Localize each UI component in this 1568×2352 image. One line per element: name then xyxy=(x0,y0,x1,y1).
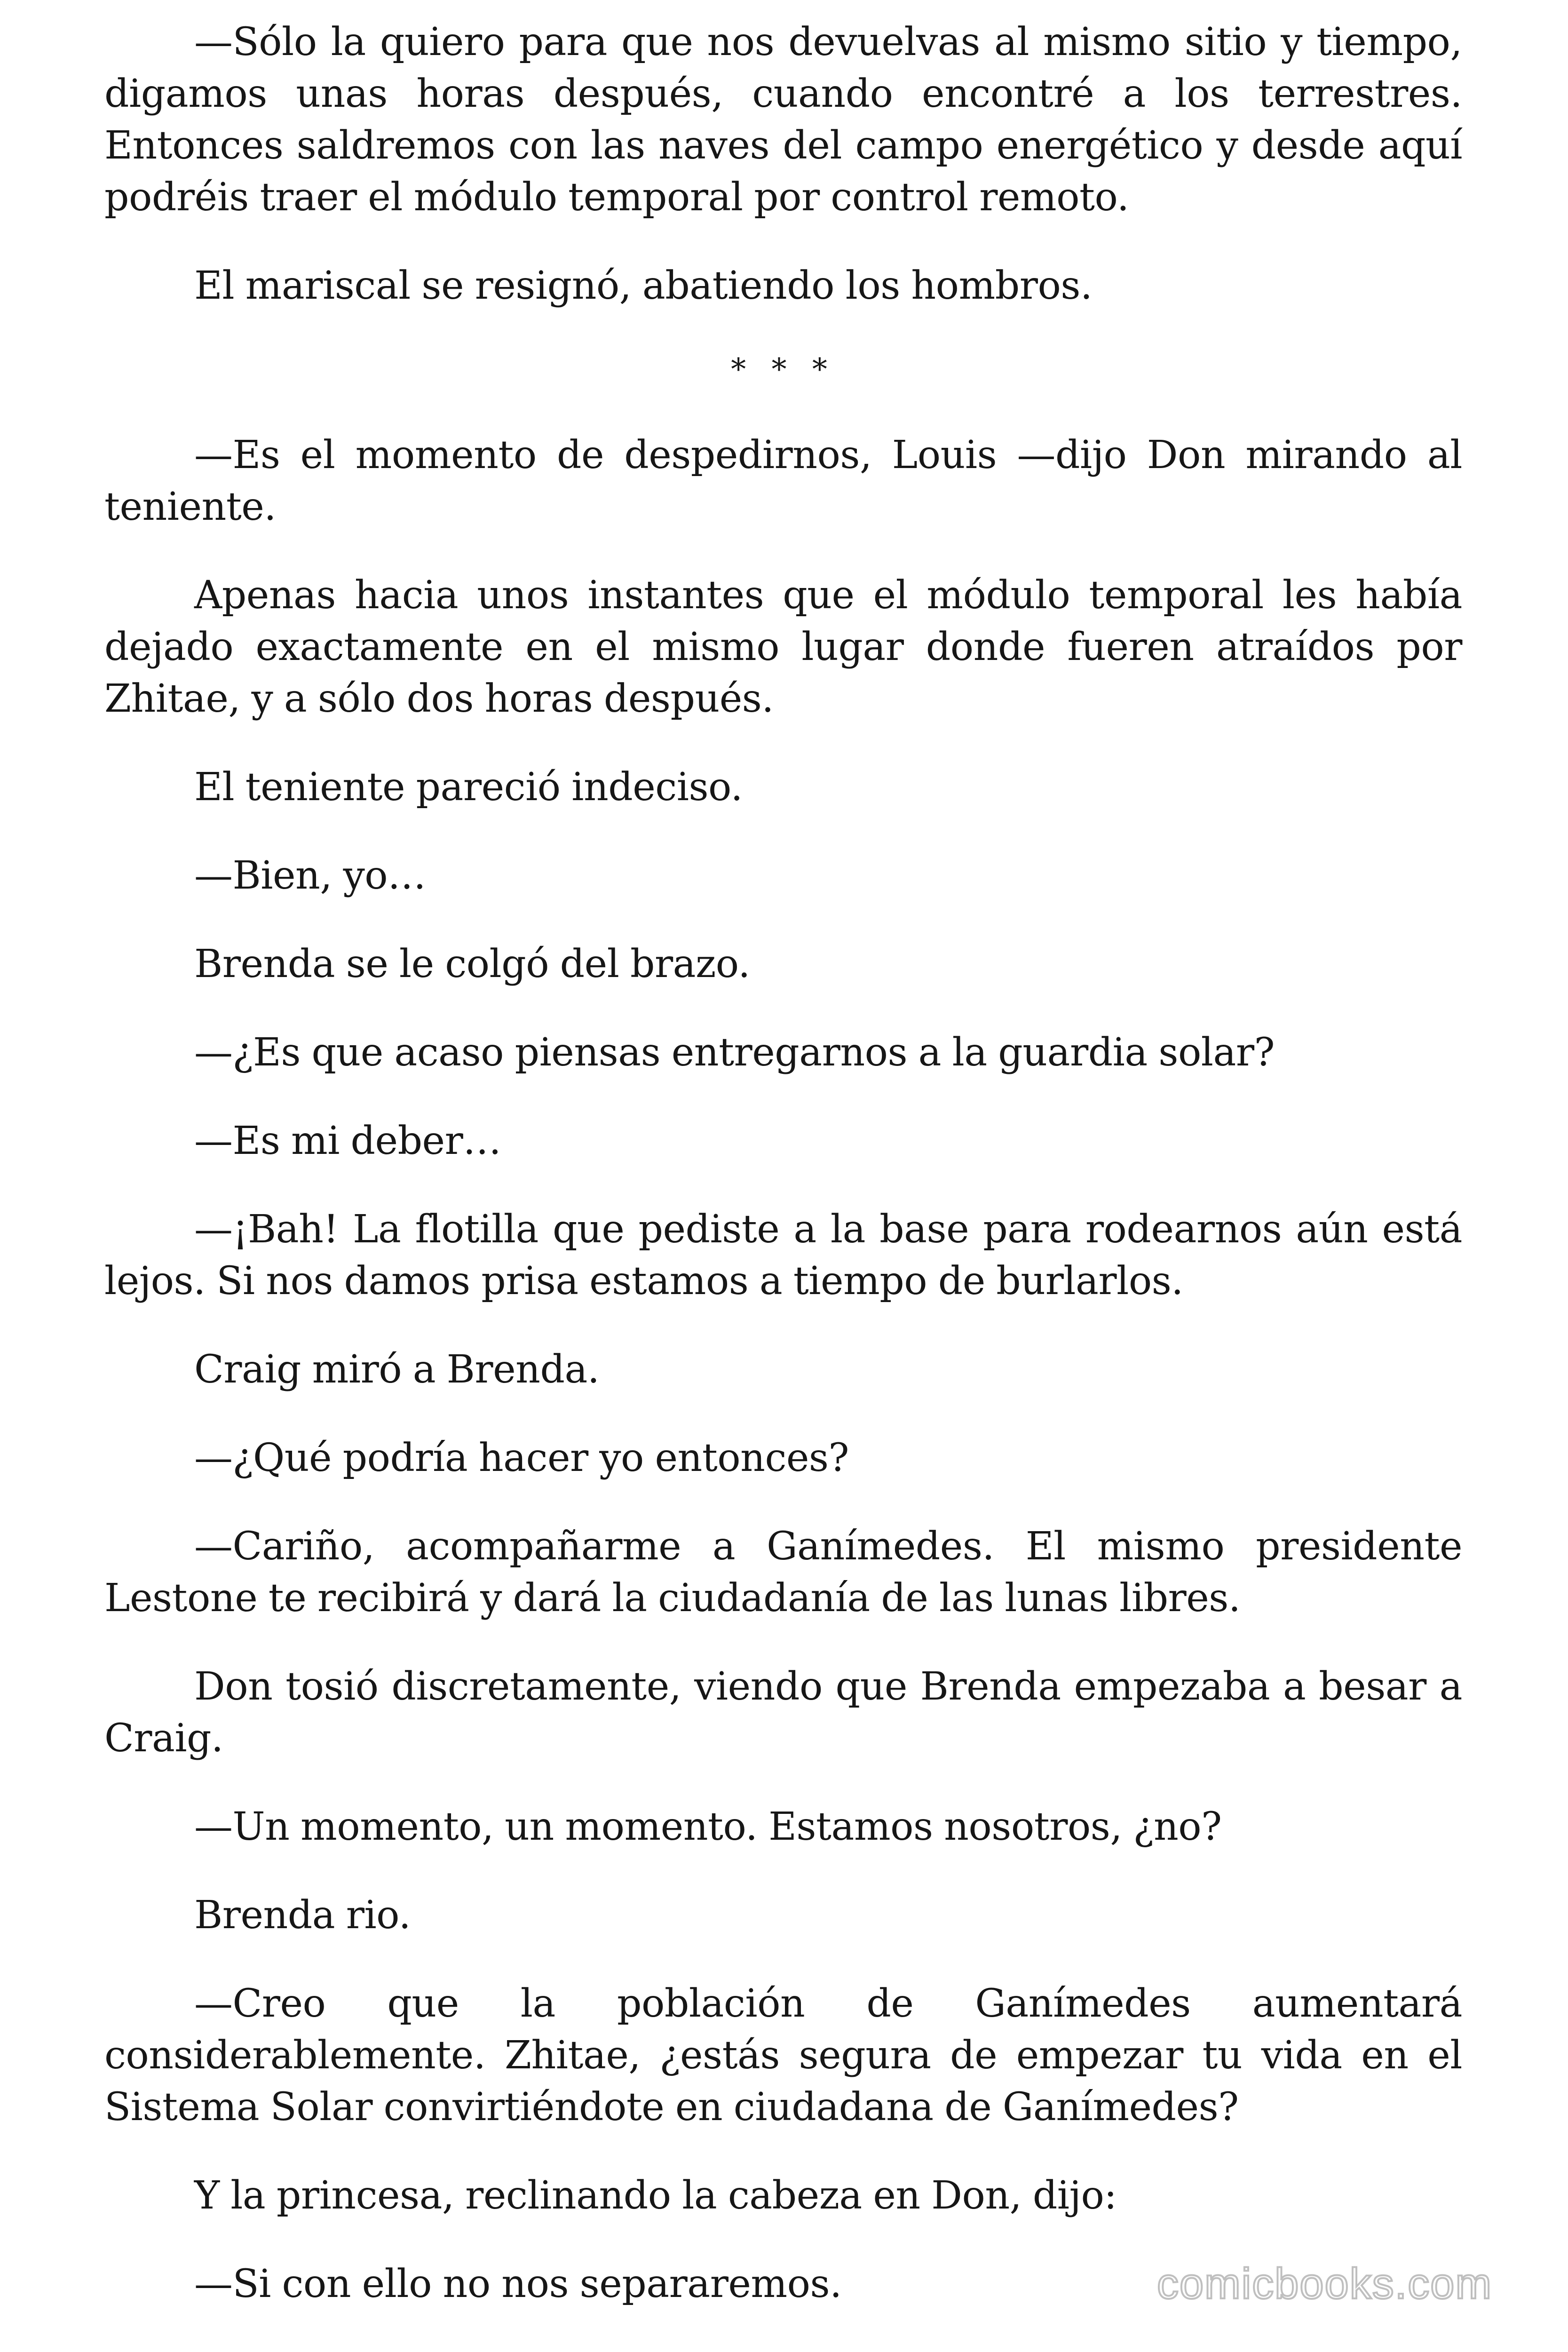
paragraph: El mariscal se resignó, abatiendo los hombros. xyxy=(194,263,1093,308)
paragraph: —Si con ello no nos separaremos. xyxy=(194,2262,842,2306)
paragraph: Craig miró a Brenda. xyxy=(194,1347,600,1392)
paragraph: Apenas hacia unos instantes que el módulo temporal les había dejado exactamente en el mismo lugar donde fueren atraídos por Zhitae, y a sólo dos horas después. xyxy=(104,573,1462,721)
paragraph: El teniente pareció indeciso. xyxy=(194,765,743,810)
paragraph: —¿Es que acaso piensas entregarnos a la guardia solar? xyxy=(194,1030,1275,1075)
paragraph: —Cariño, acompañarme a Ganímedes. El mismo presidente Lestone te recibirá y dará la ciudadanía de las lunas libres. xyxy=(104,1524,1462,1621)
paragraph: —¿Qué podría hacer yo entonces? xyxy=(194,1436,849,1480)
paragraph: Don tosió discretamente, viendo que Brenda empezaba a besar a Craig. xyxy=(104,1664,1462,1761)
paragraph: —Es mi deber… xyxy=(194,1119,501,1163)
paragraph: —Un momento, un momento. Estamos nosotros, ¿no? xyxy=(194,1804,1222,1849)
paragraph: —Es el momento de despedirnos, Louis —dijo Don mirando al teniente. xyxy=(104,433,1462,529)
paragraph: —Sólo la quiero para que nos devuelvas al mismo sitio y tiempo, digamos unas horas después, cuando encontré a los terrestres. Entonces saldremos con las naves del campo energético y desde aquí podréis traer el módulo temporal por control remoto. xyxy=(104,20,1462,220)
paragraph: —Bien, yo… xyxy=(194,853,426,898)
paragraph: —Creo que la población de Ganímedes aumentará considerablemente. Zhitae, ¿estás segura de empezar tu vida en el Sistema Solar convirtiéndote en ciudadana de Ganímedes? xyxy=(104,1981,1462,2130)
paragraph: Y la princesa, reclinando la cabeza en Don, dijo: xyxy=(194,2173,1117,2218)
watermark-logo: comicbooks.com xyxy=(1157,2260,1493,2308)
paragraph: Brenda se le colgó del brazo. xyxy=(194,942,750,986)
section-break: * * * xyxy=(731,352,836,387)
text-column xyxy=(104,16,1462,2347)
paragraph: Brenda rio. xyxy=(194,1893,411,1938)
paragraph: —¡Bah! La flotilla que pediste a la base para rodearnos aún está lejos. Si nos damos prisa estamos a tiempo de burlarlos. xyxy=(104,1207,1462,1303)
